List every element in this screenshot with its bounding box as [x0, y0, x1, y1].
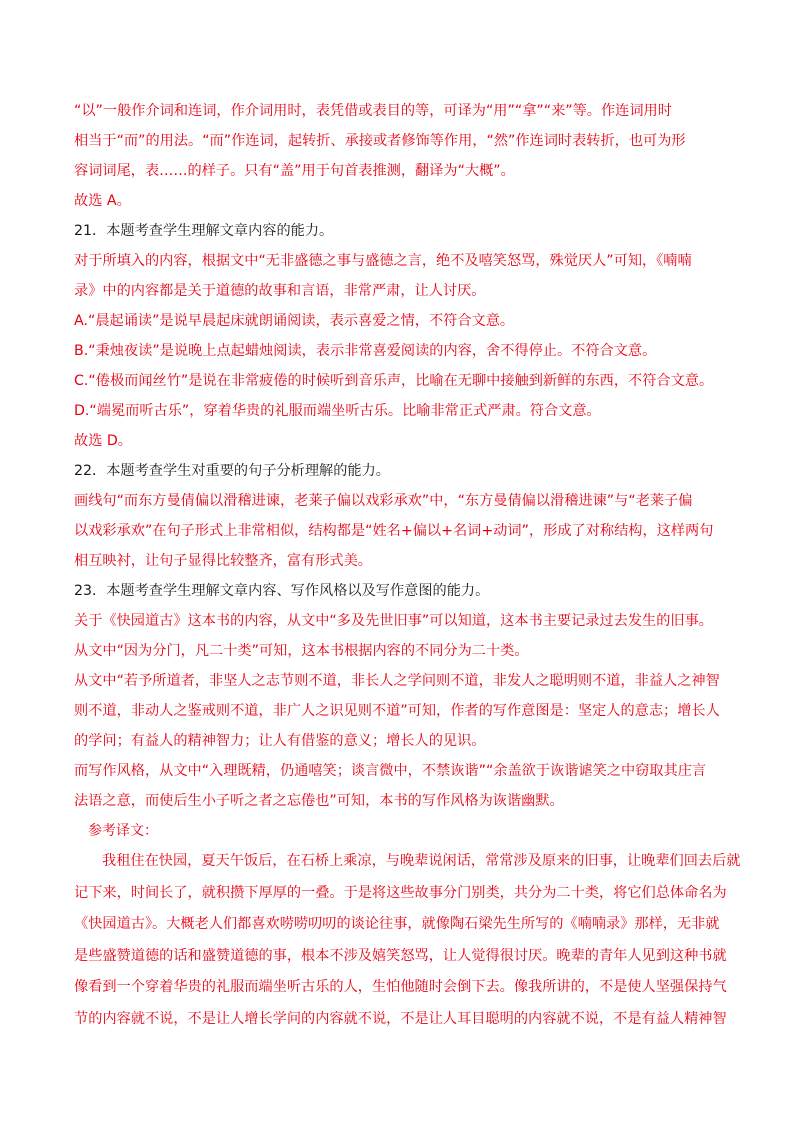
- q21-option-a: A.“晨起诵读”是说早晨起床就朗诵阅读，表示喜爱之情，不符合文意。: [74, 313, 515, 329]
- translation-line: 像看到一个穿着华贵的礼服而端坐听古乐的人，生怕他随时会倒下去。像我所讲的，不是使人坚强保持气: [74, 979, 727, 995]
- answer-20: 故选 A。: [74, 193, 131, 209]
- q21-line: 对于所填入的内容，根据文中“无非盛德之事与盛德之言，绝不及嘻笑怒骂，殊觉厌人”可知，《喃喃: [74, 253, 692, 269]
- q23-line: 从文中“因为分门，凡二十类”可知，这本书根据内容的不同分为二十类。: [74, 643, 529, 659]
- answer-21: 故选 D。: [74, 433, 132, 449]
- q23-line: 的学问；有益人的精神智力；让人有借鉴的意义；增长人的见识。: [74, 733, 486, 749]
- q22-line: 画线句“而东方曼倩偏以滑稽进谏，老莱子偏以戏彩承欢”中，“东方曼倩偏以滑稽进谏”与“老莱子偏: [74, 493, 693, 509]
- translation-line: 记下来，时间长了，就积攒下厚厚的一叠。于是将这些故事分门别类，共分为二十类，将它们总体命名为: [74, 884, 727, 901]
- q22-heading: 22．本题考查学生对重要的句子分析理解的能力。: [74, 463, 390, 479]
- intro-line: 相当于“而”的用法。“而”作连词，起转折、承接或者修饰等作用，“然”作连词时表转折，也可为形: [74, 133, 686, 149]
- translation-line: 《快园道古》。大概老人们都喜欢唠唠叨叨的谈论往事，就像陶石梁先生所写的《喃喃录》那样，无非就: [74, 916, 720, 932]
- q23-line: 关于《快园道古》这本书的内容，从文中“多及先世旧事”可以知道，这本书主要记录过去发生的旧事。: [74, 613, 713, 629]
- q21-heading: 21．本题考查学生理解文章内容的能力。: [74, 223, 334, 239]
- q23-line: 从文中“若予所道者，非坚人之志节则不道，非长人之学问则不道，非发人之聪明则不道，非益人之神智: [74, 673, 720, 689]
- answer-content: [74, 96, 741, 1035]
- q21-option-b: B.“秉烛夜读”是说晚上点起蜡烛阅读，表示非常喜爱阅读的内容，舍不得停止。不符合文意。: [74, 343, 657, 359]
- q23-line: 法语之意，而使后生小子听之者之忘倦也”可知，本书的写作风格为诙谐幽默。: [74, 793, 564, 809]
- translation-line: 我租住在快园，夏天午饭后，在石桥上乘凉，与晚辈说闲话，常常涉及原来的旧事，让晚辈们回去后就: [102, 853, 741, 869]
- translation-heading: 参考译文：: [88, 823, 158, 839]
- q21-option-c: C.“倦极而闻丝竹”是说在非常疲倦的时候听到音乐声，比喻在无聊中接触到新鲜的东西，不符合文意。: [74, 373, 714, 389]
- q23-heading: 23．本题考查学生理解文章内容、写作风格以及写作意图的能力。: [74, 583, 490, 599]
- q22-line: 相互映衬，让句子显得比较整齐，富有形式美。: [74, 553, 372, 569]
- q23-line: 而写作风格，从文中“入理既精，仍通嘻笑；谈言微中，不禁诙谐”“余盖欲于诙谐谑笑之中窃取其庄言: [74, 763, 707, 779]
- q23-line: 则不道，非动人之鉴戒则不道，非广人之识见则不道”可知，作者的写作意图是：坚定人的意志；增长人: [74, 703, 720, 719]
- q22-line: 以戏彩承欢”在句子形式上非常相似，结构都是“姓名+偏以+名词+动词”，形成了对称结构，这样两句: [74, 523, 714, 539]
- intro-line: 容词词尾，表……的样子。只有“盖”用于句首表推测，翻译为“大概”。: [74, 163, 515, 179]
- q21-option-d: D.“端冕而听古乐”，穿着华贵的礼服而端坐听古乐。比喻非常正式严肃。符合文意。: [74, 403, 601, 419]
- intro-line: “以”一般作介词和连词，作介词用时，表凭借或表目的等，可译为“用”“拿”“来”等。作连词用时: [74, 103, 672, 119]
- q21-line: 录》中的内容都是关于道德的故事和言语，非常严肃，让人讨厌。: [74, 283, 486, 299]
- translation-line: 是些盛赞道德的话和盛赞道德的事，根本不涉及嬉笑怒骂，让人觉得很讨厌。晚辈的青年人见到这种书就: [74, 947, 727, 964]
- translation-line: 节的内容就不说，不是让人增长学问的内容就不说，不是让人耳目聪明的内容就不说，不是有益人精神智: [74, 1010, 727, 1027]
